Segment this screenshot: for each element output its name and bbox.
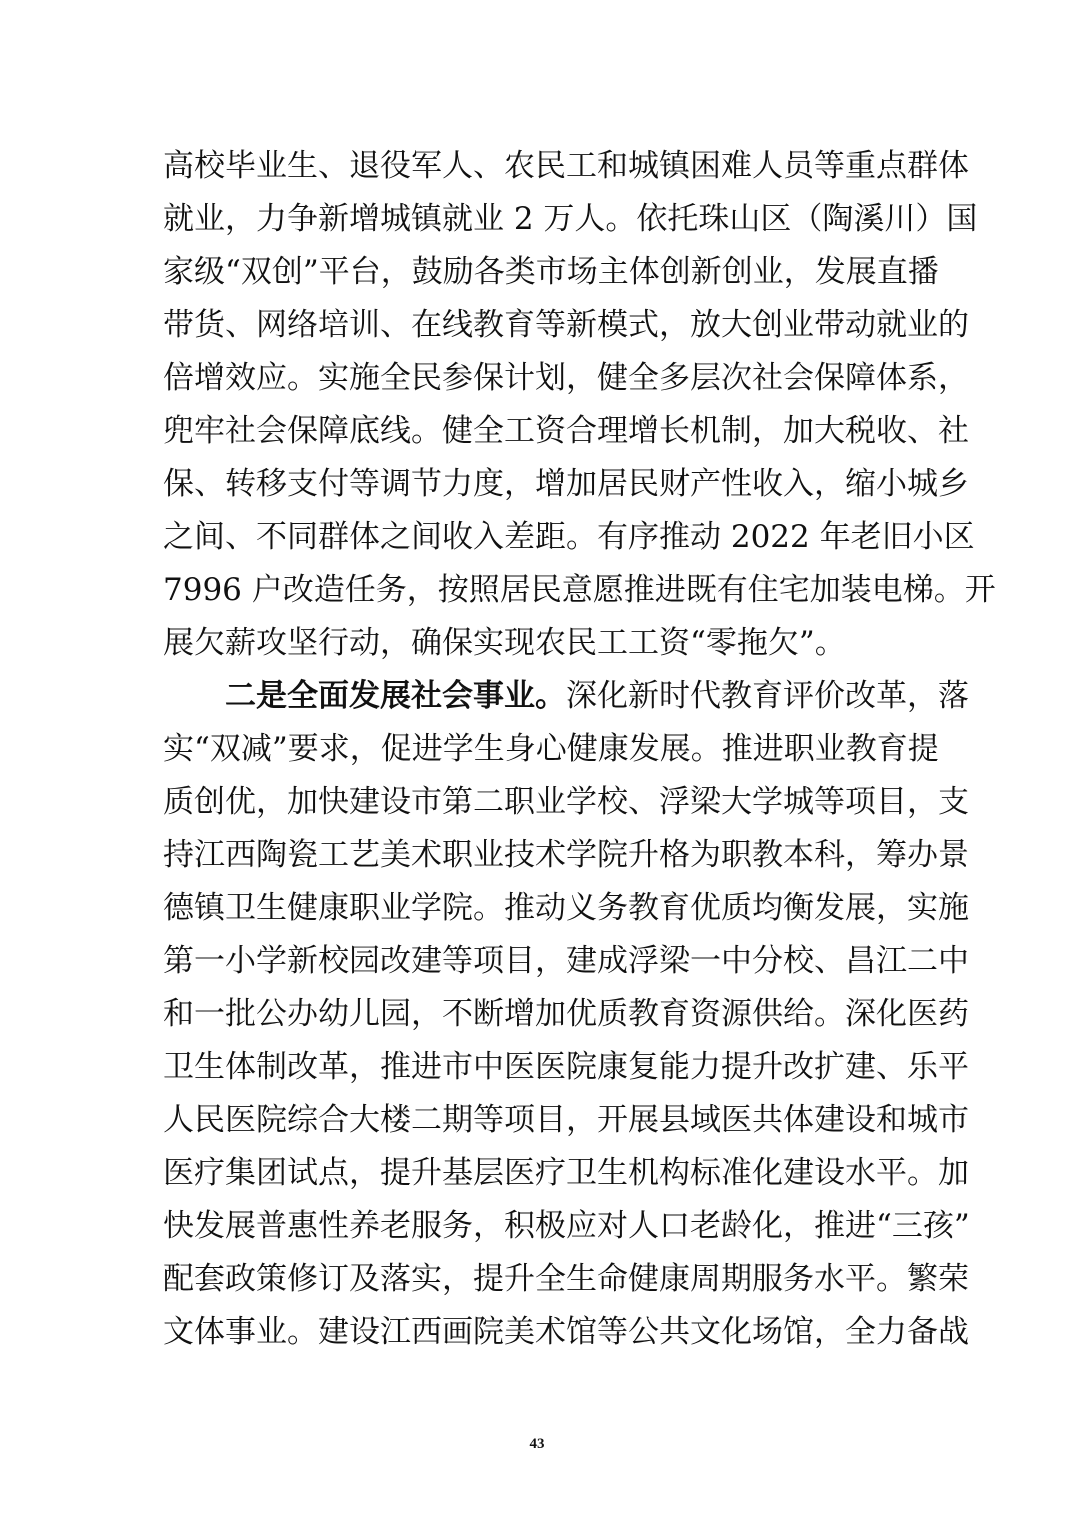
text-line: 快发展普惠性养老服务，积极应对人口老龄化，推进“三孩” [163, 1208, 970, 1244]
body-text [163, 140, 996, 1359]
text-line: 带货、网络培训、在线教育等新模式，放大创业带动就业的 [163, 307, 969, 343]
text-line: 实“双减”要求，促进学生身心健康发展。推进职业教育提 [163, 731, 939, 767]
text-line: 和一批公办幼儿园，不断增加优质教育资源供给。深化医药 [163, 996, 969, 1032]
text-line: 医疗集团试点，提升基层医疗卫生机构标准化建设水平。加 [163, 1155, 969, 1191]
text-line: 7996 户改造任务，按照居民意愿推进既有住宅加装电梯。开 [163, 572, 996, 608]
text-line: 展欠薪攻坚行动，确保实现农民工工资“零拖欠”。 [163, 625, 846, 661]
paragraph-lead-heading [225, 670, 969, 723]
text-line: 质创优，加快建设市第二职业学校、浮梁大学城等项目，支 [163, 784, 969, 820]
paragraph-employment-social-security [163, 140, 996, 670]
text-line: 持江西陶瓷工艺美术职业技术学院升格为职教本科，筹办景 [163, 837, 969, 873]
text-line: 家级“双创”平台，鼓励各类市场主体创新创业，发展直播 [163, 254, 939, 290]
text-line: 德镇卫生健康职业学院。推动义务教育优质均衡发展，实施 [163, 890, 969, 926]
page-number: 43 [529, 1436, 545, 1452]
lead-bold-text: 二是全面发展社会事业。 [225, 678, 566, 714]
paragraph-social-undertakings [163, 670, 970, 1359]
text-line: 文体事业。建设江西画院美术馆等公共文化场馆，全力备战 [163, 1314, 969, 1350]
text-line: 兜牢社会保障底线。健全工资合理增长机制，加大税收、社 [163, 413, 969, 449]
text-line: 第一小学新校园改建等项目，建成浮梁一中分校、昌江二中 [163, 943, 969, 979]
lead-line-rest: 深化新时代教育评价改革，落 [566, 678, 969, 714]
text-line: 卫生体制改革，推进市中医医院康复能力提升改扩建、乐平 [163, 1049, 969, 1085]
text-line: 高校毕业生、退役军人、农民工和城镇困难人员等重点群体 [163, 148, 969, 184]
text-line: 就业，力争新增城镇就业 2 万人。依托珠山区（陶溪川）国 [163, 201, 978, 237]
paragraph-first-line [163, 670, 969, 723]
text-line: 保、转移支付等调节力度，增加居民财产性收入，缩小城乡 [163, 466, 969, 502]
text-line: 倍增效应。实施全民参保计划，健全多层次社会保障体系， [163, 360, 969, 396]
text-line: 之间、不同群体之间收入差距。有序推动 2022 年老旧小区 [163, 519, 975, 555]
text-line: 配套政策修订及落实，提升全生命健康周期服务水平。繁荣 [163, 1261, 969, 1297]
text-line: 人民医院综合大楼二期等项目，开展县域医共体建设和城市 [163, 1102, 969, 1138]
